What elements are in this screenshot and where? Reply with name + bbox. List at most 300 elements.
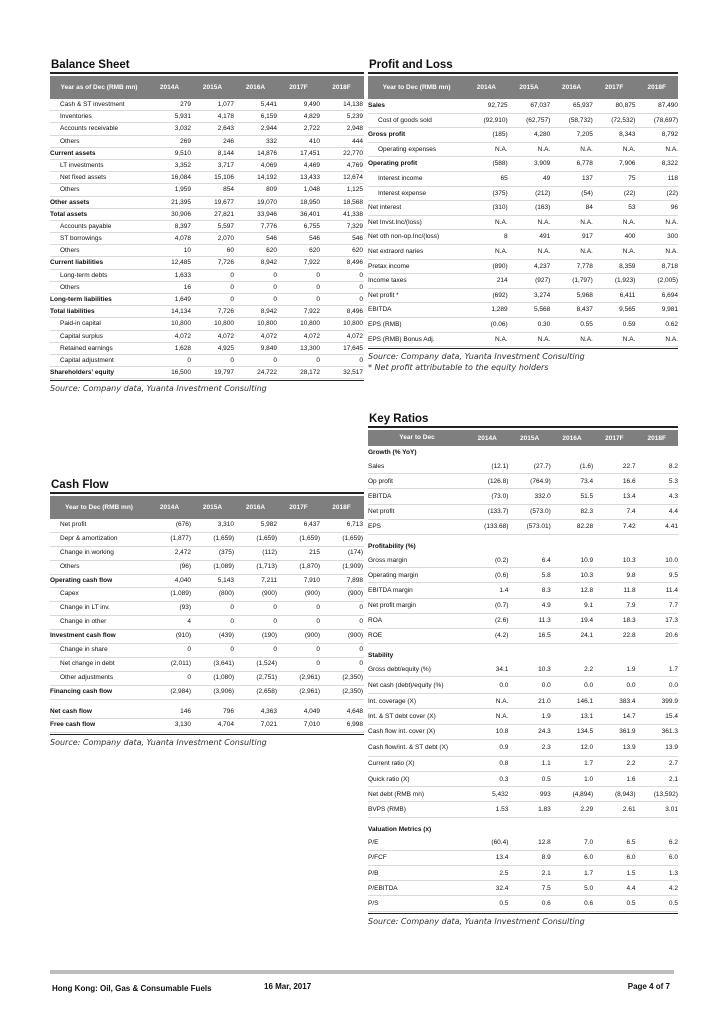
ratio-value: 9.5 bbox=[668, 571, 678, 579]
row-label: Others bbox=[60, 247, 80, 255]
header-year: 2015A bbox=[202, 84, 223, 91]
row-value: 1,077 bbox=[217, 101, 234, 108]
row-value: 0 bbox=[273, 604, 277, 612]
ratio-value: 10.0 bbox=[665, 556, 678, 564]
ratio-value: (0.2) bbox=[495, 556, 509, 564]
ratio-value: 6.0 bbox=[626, 854, 636, 862]
ratio-value: (573.0) bbox=[530, 508, 551, 516]
ratio-row bbox=[368, 505, 678, 520]
table-row bbox=[50, 294, 364, 306]
row-value: 0 bbox=[316, 646, 320, 654]
ratio-row bbox=[368, 677, 678, 694]
ratio-value: 1.6 bbox=[626, 775, 636, 783]
ratio-label: P/EBITDA bbox=[368, 884, 398, 892]
table-row bbox=[50, 588, 364, 602]
ratio-label: Current ratio (X) bbox=[368, 760, 415, 768]
table-row bbox=[368, 289, 678, 304]
ratio-value: (2.6) bbox=[495, 617, 509, 625]
ratio-label: P/E bbox=[368, 839, 379, 847]
row-value: (1,909) bbox=[342, 562, 363, 570]
row-value: 0 bbox=[359, 604, 363, 612]
row-value: 16,500 bbox=[171, 369, 191, 377]
row-value: 2,944 bbox=[260, 125, 277, 133]
ratio-value: 3.01 bbox=[665, 805, 678, 813]
row-value: N.A. bbox=[495, 145, 508, 153]
row-value: (1,923) bbox=[614, 277, 636, 285]
row-value: 3,352 bbox=[174, 161, 191, 169]
ratio-value: 16.6 bbox=[622, 477, 636, 485]
row-value: (310) bbox=[492, 204, 508, 212]
ratio-value: (13,592) bbox=[653, 790, 678, 798]
key-ratios-source: Source: Company data, Yuanta Investment Consulting bbox=[368, 913, 678, 926]
ratio-row bbox=[368, 694, 678, 709]
ratio-value: 7.0 bbox=[584, 839, 594, 847]
row-value: 809 bbox=[266, 186, 277, 194]
row-value: 2,643 bbox=[217, 125, 234, 133]
header-year: 2015A bbox=[519, 84, 539, 91]
row-value: 0 bbox=[230, 356, 234, 364]
row-value: N.A. bbox=[665, 247, 679, 255]
ratio-value: 2.1 bbox=[668, 775, 678, 783]
row-label: Total assets bbox=[50, 210, 88, 218]
profit-loss-note: * Net profit attributable to the equity holders bbox=[368, 363, 549, 373]
row-label: Net profit * bbox=[368, 291, 399, 299]
ratio-value: 0.0 bbox=[499, 681, 509, 689]
ratio-value: 10.3 bbox=[622, 556, 636, 564]
table-row bbox=[368, 172, 678, 187]
ratio-label: P/B bbox=[368, 869, 379, 877]
row-value: 7,205 bbox=[576, 131, 593, 139]
footer-sector: Hong Kong: Oil, Gas & Consumable Fuels bbox=[52, 984, 212, 993]
table-row bbox=[50, 111, 364, 123]
row-value: (2,984) bbox=[170, 687, 191, 695]
section-title bbox=[368, 540, 678, 553]
table-row bbox=[50, 331, 364, 343]
row-value: 7,778 bbox=[576, 262, 593, 270]
ratio-value: N.A. bbox=[495, 713, 509, 721]
row-value: 546 bbox=[352, 235, 363, 243]
ratio-value: 6.0 bbox=[584, 854, 594, 862]
row-value: 0 bbox=[359, 283, 363, 291]
row-value: 80,875 bbox=[615, 102, 636, 109]
ratio-label: EPS bbox=[368, 523, 382, 531]
row-value: 300 bbox=[667, 233, 679, 241]
row-value: 16,084 bbox=[171, 174, 191, 182]
ratio-row bbox=[368, 881, 678, 896]
row-label: Net Invst.Inc/(loss) bbox=[368, 218, 422, 226]
section-title bbox=[368, 649, 678, 662]
ratio-row bbox=[368, 489, 678, 504]
row-value: 1,125 bbox=[346, 186, 363, 194]
row-value: (2,751) bbox=[256, 673, 277, 681]
balance-sheet-panel bbox=[50, 58, 364, 393]
row-label: Inventories bbox=[60, 113, 92, 121]
row-value: (927) bbox=[535, 277, 551, 285]
table-row bbox=[50, 148, 364, 160]
row-value: 13,433 bbox=[300, 174, 320, 182]
row-value: 53 bbox=[628, 204, 636, 212]
row-label: ST borrowings bbox=[60, 235, 102, 243]
row-value: 3,032 bbox=[174, 125, 191, 133]
row-label: Accounts receivable bbox=[60, 125, 119, 133]
table-row bbox=[50, 706, 364, 720]
row-value: 18,568 bbox=[343, 198, 363, 206]
row-value: 4,704 bbox=[217, 721, 234, 729]
row-value: 4,072 bbox=[346, 332, 363, 340]
row-value: 14,192 bbox=[257, 174, 277, 182]
table-row bbox=[368, 187, 678, 202]
ratio-row bbox=[368, 787, 678, 802]
row-label: Others bbox=[60, 186, 80, 194]
row-label: Net fixed assets bbox=[60, 174, 107, 182]
row-value: 5,441 bbox=[260, 101, 277, 108]
ratio-row bbox=[368, 662, 678, 677]
ratio-label: P/FCF bbox=[368, 854, 387, 862]
table-row bbox=[50, 644, 364, 658]
ratio-value: (126.8) bbox=[487, 477, 509, 485]
ratio-row bbox=[368, 866, 678, 881]
row-label: Total liabilities bbox=[50, 308, 95, 316]
row-value: (1,659) bbox=[213, 534, 234, 542]
header-label: Year as of Dec (RMB mn) bbox=[60, 83, 138, 91]
row-value: N.A. bbox=[580, 218, 593, 226]
ratio-value: 9.8 bbox=[626, 571, 636, 579]
table-row bbox=[50, 136, 364, 148]
ratio-row bbox=[368, 896, 678, 911]
section-label: Growth (% YoY) bbox=[368, 449, 417, 456]
row-label: Cash & ST investment bbox=[60, 101, 125, 108]
row-value: N.A. bbox=[537, 145, 551, 153]
ratio-row bbox=[368, 757, 678, 772]
section-title bbox=[368, 823, 678, 836]
row-value: 7,726 bbox=[217, 259, 234, 267]
row-label: Paid-in capital bbox=[60, 320, 101, 328]
row-value: (439) bbox=[218, 632, 234, 640]
ratio-value: 5,432 bbox=[492, 790, 509, 798]
row-value: 92,725 bbox=[487, 102, 508, 109]
table-row bbox=[50, 547, 364, 561]
row-label: Current liabilities bbox=[50, 259, 104, 267]
ratio-row bbox=[368, 851, 678, 866]
table-row bbox=[368, 318, 678, 333]
row-value: N.A. bbox=[665, 335, 679, 343]
table-row bbox=[368, 157, 678, 172]
cash-flow-panel bbox=[50, 478, 364, 747]
header-label: Year to Dec (RMB mn) bbox=[382, 83, 451, 91]
row-value: 1,628 bbox=[174, 344, 191, 352]
ratio-value: 7.42 bbox=[622, 523, 636, 531]
row-value: 2,472 bbox=[174, 548, 191, 556]
header-year: 2017F bbox=[289, 84, 308, 91]
row-value: 22,770 bbox=[343, 149, 363, 157]
table-row bbox=[50, 221, 364, 233]
ratio-value: 13.9 bbox=[622, 744, 636, 752]
row-value: 146 bbox=[180, 707, 191, 715]
row-value: 279 bbox=[180, 101, 191, 108]
row-value: 0 bbox=[359, 646, 363, 654]
row-value: (375) bbox=[218, 548, 234, 556]
header-year: 2017F bbox=[605, 434, 624, 442]
profit-loss-title: Profit and Loss bbox=[368, 58, 678, 74]
table-row bbox=[368, 201, 678, 216]
header-year: 2015A bbox=[520, 434, 540, 442]
ratio-value: 146.1 bbox=[576, 697, 594, 705]
table-row bbox=[50, 367, 364, 379]
row-value: (692) bbox=[492, 291, 508, 299]
row-label: Net profit bbox=[60, 521, 87, 528]
row-value: (1,089) bbox=[170, 590, 191, 598]
ratio-value: 2.29 bbox=[580, 805, 594, 813]
profit-loss-panel bbox=[368, 58, 678, 372]
row-value: 49 bbox=[543, 174, 551, 182]
ratio-value: 12.8 bbox=[580, 586, 594, 594]
row-value: 8,496 bbox=[346, 308, 363, 316]
row-value: (1,659) bbox=[342, 534, 363, 542]
footer-date: 16 Mar, 2017 bbox=[264, 982, 312, 991]
header-year: 2018F bbox=[332, 504, 351, 511]
ratio-value: 24.3 bbox=[538, 728, 551, 736]
ratio-value: 34.1 bbox=[495, 665, 509, 673]
ratio-value: 4.9 bbox=[541, 602, 551, 610]
row-value: 1,048 bbox=[303, 186, 320, 194]
row-value: (212) bbox=[535, 189, 551, 197]
row-value: 9,565 bbox=[619, 306, 636, 314]
ratio-value: 13.4 bbox=[495, 854, 509, 862]
row-label: Interest income bbox=[378, 174, 423, 182]
ratio-value: 332.0 bbox=[534, 492, 551, 500]
row-value: 0 bbox=[273, 271, 277, 279]
row-value: (1,659) bbox=[256, 534, 277, 542]
table-row bbox=[368, 128, 678, 143]
row-value: (2,658) bbox=[256, 687, 277, 695]
ratio-row bbox=[368, 802, 678, 817]
row-value: 215 bbox=[309, 548, 320, 556]
row-value: 9,510 bbox=[174, 149, 191, 157]
row-value: N.A. bbox=[580, 335, 593, 343]
row-value: (96) bbox=[179, 562, 191, 570]
row-value: 6,778 bbox=[576, 160, 593, 168]
row-label: Capex bbox=[60, 590, 79, 598]
row-value: 444 bbox=[352, 137, 363, 145]
row-value: 0 bbox=[230, 646, 234, 654]
table-row bbox=[368, 143, 678, 158]
row-value: 8,496 bbox=[346, 259, 363, 267]
row-value: (185) bbox=[492, 131, 508, 139]
row-value: 4,178 bbox=[217, 113, 234, 121]
row-value: 4,648 bbox=[346, 707, 363, 715]
row-label: Interest expense bbox=[378, 189, 427, 197]
ratio-value: 7.4 bbox=[626, 508, 636, 516]
row-value: 118 bbox=[667, 174, 679, 182]
table-row bbox=[368, 216, 678, 231]
profit-loss-source: Source: Company data, Yuanta Investment Consulting bbox=[368, 348, 678, 361]
table-row bbox=[50, 355, 364, 367]
table-row bbox=[368, 303, 678, 318]
table-row bbox=[50, 270, 364, 282]
ratio-value: 32.4 bbox=[495, 884, 509, 892]
row-value: 3,274 bbox=[533, 291, 551, 299]
key-ratios-panel bbox=[368, 412, 678, 926]
ratio-value: N.A. bbox=[495, 697, 509, 705]
table-row bbox=[50, 257, 364, 269]
row-value: 0 bbox=[230, 283, 234, 291]
ratio-value: 13.1 bbox=[580, 713, 594, 721]
ratio-value: 8.9 bbox=[541, 854, 551, 862]
ratio-value: 73.4 bbox=[580, 477, 594, 485]
table-row bbox=[50, 533, 364, 547]
profit-loss-rows bbox=[368, 99, 678, 347]
row-value: 7,922 bbox=[303, 259, 320, 267]
row-value: 8,942 bbox=[260, 259, 277, 267]
row-label: Change in share bbox=[60, 646, 108, 654]
row-value: 8,437 bbox=[576, 306, 593, 314]
row-value: 14,138 bbox=[343, 101, 363, 108]
row-value: (174) bbox=[347, 548, 363, 556]
table-row bbox=[368, 230, 678, 245]
row-value: (3,906) bbox=[213, 687, 234, 695]
cash-flow-title: Cash Flow bbox=[50, 478, 364, 494]
table-row bbox=[50, 602, 364, 616]
row-value: 3,717 bbox=[217, 161, 234, 169]
row-value: 0 bbox=[316, 618, 320, 626]
ratio-label: Gross debt/equity (%) bbox=[368, 665, 431, 673]
ratio-value: (4,894) bbox=[572, 790, 594, 798]
row-value: 0 bbox=[187, 673, 191, 681]
row-value: 6,411 bbox=[619, 291, 636, 299]
row-value: 60 bbox=[226, 247, 234, 255]
row-value: 6,713 bbox=[346, 521, 363, 528]
row-value: 8,359 bbox=[619, 262, 636, 270]
row-value: 0 bbox=[316, 296, 320, 303]
ratio-label: EBITDA margin bbox=[368, 586, 413, 594]
ratio-value: (60.4) bbox=[491, 839, 509, 847]
table-row bbox=[50, 306, 364, 318]
ratio-value: (0.7) bbox=[495, 602, 509, 610]
row-value: 65 bbox=[500, 174, 508, 182]
row-value: 9,981 bbox=[661, 306, 679, 314]
row-value: 7,922 bbox=[303, 308, 320, 316]
row-label: Sales bbox=[368, 102, 385, 109]
row-value: 0 bbox=[187, 646, 191, 654]
ratio-value: 1.53 bbox=[495, 805, 509, 813]
row-value: (375) bbox=[492, 189, 508, 197]
ratio-value: 15.4 bbox=[665, 713, 678, 721]
row-value: N.A. bbox=[622, 335, 636, 343]
row-value: 5,568 bbox=[533, 306, 551, 314]
row-value: (2,005) bbox=[657, 277, 679, 285]
row-value: 5,597 bbox=[217, 222, 234, 230]
table-row bbox=[368, 99, 678, 114]
row-value: (2,961) bbox=[299, 673, 320, 681]
row-value: (2,350) bbox=[342, 687, 363, 695]
row-label: Pretax income bbox=[368, 262, 410, 270]
ratio-row bbox=[368, 520, 678, 535]
ratio-value: 399.9 bbox=[661, 697, 678, 705]
ratio-value: (0.6) bbox=[495, 571, 509, 579]
row-value: 0 bbox=[230, 604, 234, 612]
row-value: 0 bbox=[273, 646, 277, 654]
table-row bbox=[50, 686, 364, 700]
ratio-value: 13.9 bbox=[665, 744, 678, 752]
ratio-value: 2.2 bbox=[626, 760, 636, 768]
row-value: N.A. bbox=[537, 335, 551, 343]
ratio-value: 51.5 bbox=[580, 492, 594, 500]
table-row bbox=[50, 519, 364, 533]
row-label: EBITDA bbox=[368, 306, 392, 314]
row-value: 7,010 bbox=[303, 721, 320, 729]
ratio-row bbox=[368, 583, 678, 598]
row-value: 7,726 bbox=[217, 308, 234, 316]
row-value: 400 bbox=[624, 233, 636, 241]
row-value: 332 bbox=[266, 137, 277, 145]
ratio-value: 20.6 bbox=[665, 632, 678, 640]
ratio-value: 7.9 bbox=[626, 602, 636, 610]
table-row bbox=[368, 245, 678, 260]
ratio-value: 11.3 bbox=[538, 617, 551, 625]
ratio-value: 4.2 bbox=[668, 884, 678, 892]
row-value: 14,134 bbox=[171, 308, 191, 316]
row-value: (2,961) bbox=[299, 687, 320, 695]
row-label: Net change in debt bbox=[60, 659, 115, 667]
ratio-value: (27.7) bbox=[533, 462, 551, 470]
row-value: 7,898 bbox=[346, 576, 363, 584]
table-row bbox=[50, 160, 364, 172]
ratio-value: 8.2 bbox=[668, 462, 678, 470]
row-value: 6,998 bbox=[346, 721, 363, 729]
table-row bbox=[50, 616, 364, 630]
row-value: 546 bbox=[309, 235, 320, 243]
row-value: 7,021 bbox=[260, 721, 277, 729]
header-year: 2015A bbox=[202, 504, 223, 511]
ratio-value: 21.0 bbox=[538, 697, 551, 705]
row-value: 7,329 bbox=[346, 222, 363, 230]
ratio-value: 14.7 bbox=[622, 713, 636, 721]
page-footer bbox=[50, 970, 674, 993]
ratio-value: (1.6) bbox=[579, 462, 594, 470]
table-row bbox=[50, 123, 364, 135]
profit-loss-header bbox=[368, 76, 678, 99]
section-label: Stability bbox=[368, 652, 394, 660]
row-value: 10,800 bbox=[171, 320, 191, 328]
ratio-row bbox=[368, 459, 678, 474]
row-value: 246 bbox=[223, 137, 234, 145]
row-value: 6,694 bbox=[661, 291, 679, 299]
ratio-value: 12.0 bbox=[580, 744, 594, 752]
row-value: 1,289 bbox=[491, 306, 508, 314]
row-value: 65,937 bbox=[572, 102, 593, 109]
row-value: 67,037 bbox=[530, 102, 551, 109]
row-value: N.A. bbox=[665, 145, 679, 153]
ratio-value: 1.4 bbox=[499, 586, 509, 594]
row-value: (1,089) bbox=[213, 562, 234, 570]
table-row bbox=[368, 114, 678, 129]
header-year: 2014A bbox=[476, 84, 496, 91]
row-label: Other adjustments bbox=[60, 673, 114, 681]
row-value: 620 bbox=[352, 247, 363, 255]
row-label: Current assets bbox=[50, 149, 96, 157]
balance-sheet-rows bbox=[50, 99, 364, 379]
ratio-value: (133.7) bbox=[487, 508, 509, 516]
table-row bbox=[368, 274, 678, 289]
row-value: 6,437 bbox=[303, 521, 320, 528]
row-label: Long-term liabilities bbox=[50, 296, 112, 303]
header-year: 2016A bbox=[562, 434, 582, 442]
row-value: N.A. bbox=[580, 145, 593, 153]
ratio-row bbox=[368, 772, 678, 787]
section-label: Profitability (%) bbox=[368, 542, 416, 550]
row-value: (1,797) bbox=[572, 277, 593, 285]
row-value: 4,040 bbox=[174, 576, 191, 584]
